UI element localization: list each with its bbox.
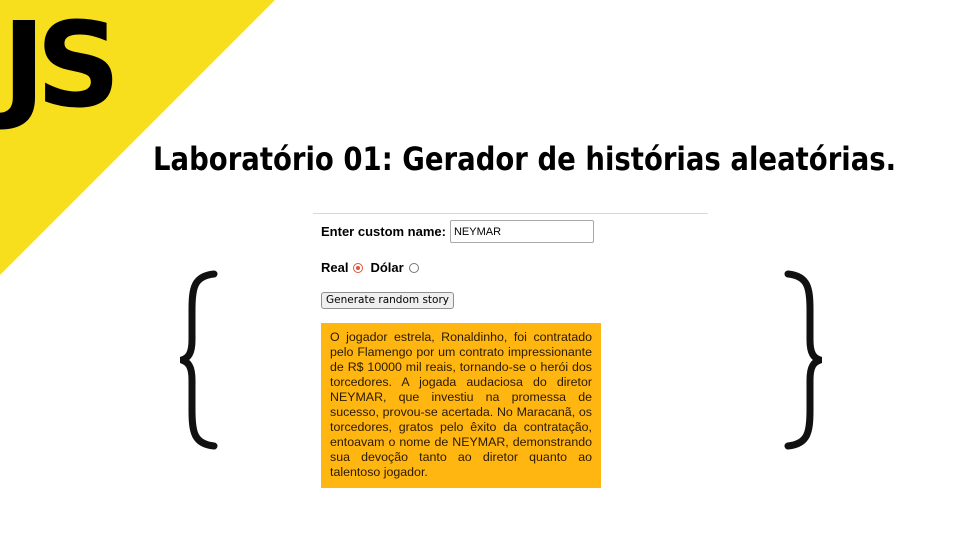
story-output: O jogador estrela, Ronaldinho, foi contratado pelo Flamengo por um contrato impressionante de R$ 10000 mil reais, tornando-se o herói dos torcedores. A jogada audaciosa do diretor NEYMAR, que investiu na promessa de sucesso, provou-se acertada. No Maracanã, os torcedores, gratos pelo êxito da contratação, entoavam o nome de NEYMAR, demonstrando sua devoção tanto ao diretor quanto ao talentoso jogador. (321, 323, 601, 488)
name-row (321, 220, 594, 243)
right-curly-brace (782, 270, 822, 450)
page-title: Laboratório 01: Gerador de histórias aleatórias. (153, 140, 897, 178)
currency-row (321, 260, 419, 275)
js-logo: JS (2, 0, 111, 134)
left-curly-brace (180, 270, 220, 450)
dolar-label: Dólar (370, 260, 404, 275)
real-label: Real (321, 260, 349, 275)
divider (313, 213, 708, 214)
real-radio[interactable] (353, 263, 363, 273)
name-label: Enter custom name: (321, 224, 446, 239)
dolar-radio[interactable] (409, 263, 419, 273)
generate-story-button[interactable]: Generate random story (321, 292, 454, 309)
name-input[interactable] (450, 220, 594, 243)
